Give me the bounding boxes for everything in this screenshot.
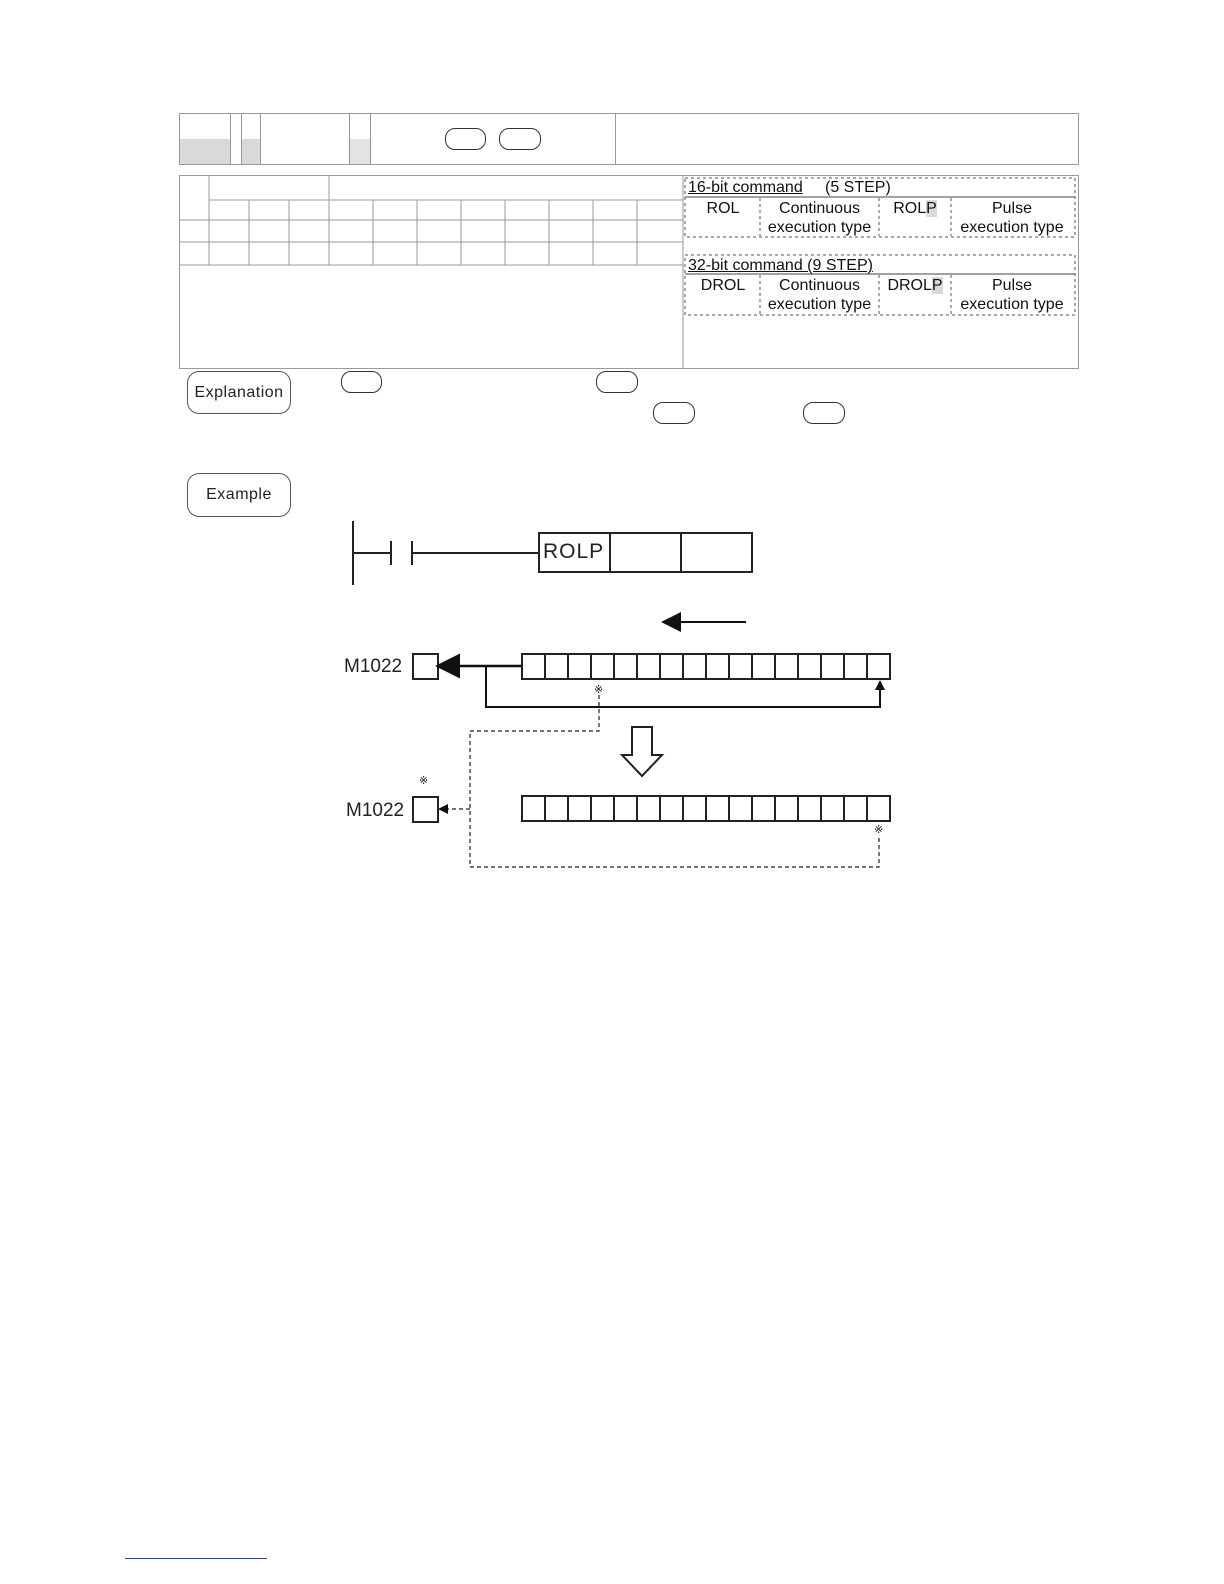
cmd16-steps: (5 STEP) [825, 179, 891, 196]
marker-carry-bottom: ※ [419, 775, 429, 787]
dashed-arrowhead [438, 804, 448, 814]
cmd16-header: 16-bit command [688, 179, 803, 196]
carry-flag-box-bottom [413, 797, 438, 822]
example-label: Example [187, 473, 291, 517]
cmd16-pulse-name-base: ROL [893, 200, 927, 217]
marker-bottom-register: ※ [874, 824, 884, 836]
cmd32-continuous-name: DROL [700, 277, 746, 294]
carry-flag-label-top: M1022 [344, 656, 403, 677]
footer-link-underline[interactable] [125, 1558, 267, 1559]
cmd16-continuous-name: ROL [706, 200, 740, 217]
explanation-label: Explanation [187, 371, 291, 414]
cmd16-pulse-name-suffix: P [926, 200, 937, 217]
ladder-instruction-text: ROLP [543, 540, 605, 563]
marker-top-register: ※ [594, 684, 604, 696]
carry-flag-label-bottom: M1022 [346, 800, 405, 821]
cmd32-pulse-name-base: DROL [887, 277, 932, 294]
cmd16-continuous-type-l2: execution type [767, 219, 872, 236]
cmd16-pulse-type-l2: execution type [960, 219, 1064, 236]
result-down-arrow [622, 727, 662, 776]
cmd32-pulse-type-l2: execution type [960, 296, 1064, 313]
dashed-trace [470, 695, 879, 867]
cmd32-pulse-type-l1: Pulse [991, 277, 1033, 294]
cmd16-pulse-type-l1: Pulse [991, 200, 1033, 217]
carry-flag-box-top [413, 654, 438, 679]
cmd16-continuous-type-l1: Continuous [779, 200, 860, 217]
cmd32-continuous-type-l1: Continuous [779, 277, 860, 294]
cmd32-pulse-name-suffix: P [931, 277, 943, 294]
cmd32-continuous-type-l2: execution type [767, 296, 872, 313]
wraparound-arrowhead [875, 680, 885, 690]
cmd32-header: 32-bit command (9 STEP) [688, 257, 873, 274]
